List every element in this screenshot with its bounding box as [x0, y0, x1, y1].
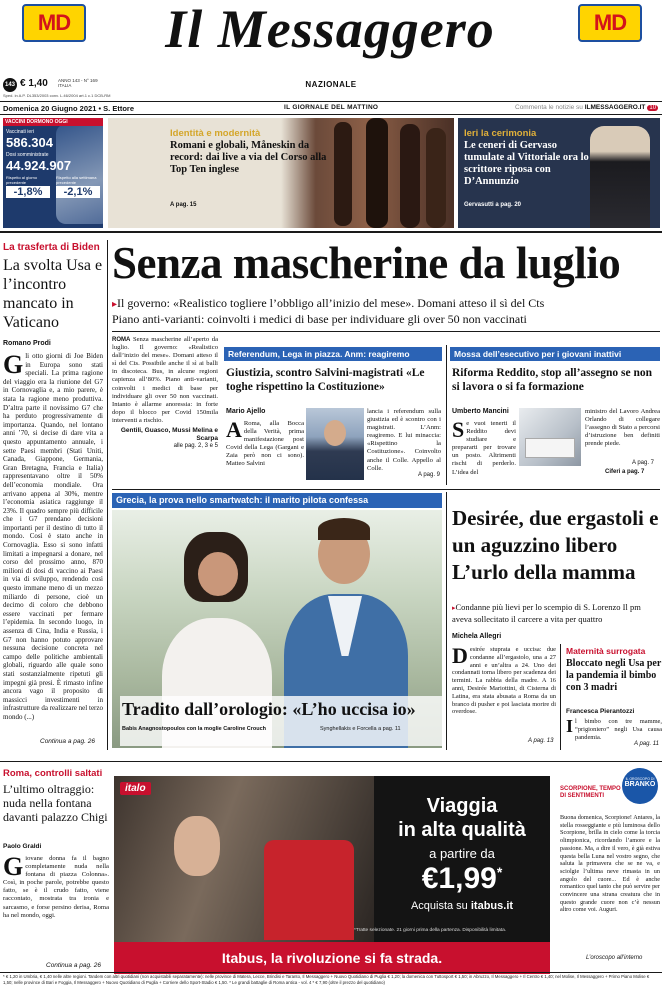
- md-logo-left: MD: [22, 4, 86, 42]
- desiree-ref: A pag. 13: [528, 738, 554, 744]
- salvini-photo: [306, 408, 364, 480]
- salvini-author: Mario Ajello: [226, 408, 266, 415]
- biden-headline[interactable]: La svolta Usa e l’incontro mancato in Vaticano: [3, 257, 103, 331]
- teaser-gervaso[interactable]: Ieri la cerimonia Le ceneri di Gervaso tumulate al Vittoriale ora lo scrittore riposa con D’Annunzio Gervasutti a pag. 20: [458, 118, 660, 228]
- chigi-kicker: Roma, controlli saltati: [3, 768, 103, 779]
- main-subhead-1: ▸Il governo: «Realistico togliere l’obbligo all’inizio del mese». Domani atteso il sì del Cts: [112, 296, 545, 310]
- comment-link[interactable]: Commenta le notizie su ILMESSAGGERO.IT 10: [515, 104, 657, 111]
- postal-info: Sped. in A.P. DL353/2003 conv. L.46/2004 art.1 c.1 DCB-RM: [3, 93, 111, 98]
- greece-headline[interactable]: Tradito dall’orologio: «L’ho uccisa io»: [122, 699, 416, 719]
- desiree-body: D esirée stuprata e uccisa: due condanne all’ergastolo, una a 27 anni e un’altra a 24. Uno dei condannati torna libero per scadenza dei termini. La rabbia della madre. A 16 anni, Desirée Mariottini, di Cisterna di Latina, era stata abusata a Roma da un branco di pusher e poi lasciata morire di overdose.: [452, 646, 556, 716]
- band-member-figure: [366, 118, 388, 228]
- salvini-body-1: A Roma, alla Bocca della Verità, prima manifestazione post Covid della Lega (Gargani e Zaia però non ci sono). Matteo Salvini: [226, 420, 304, 468]
- desiree-subhead: ▸Condanne più lievi per lo scempio di S. Lorenzo Il pm aveva sollecitato il carcere a vita per quattro: [452, 602, 641, 624]
- change-day: -1,8%: [6, 186, 50, 198]
- main-authors: Gentili, Guasco, Mussi Melina e Scarpa: [120, 427, 218, 443]
- reddito-body-1: S e vuoi tenerti il Reddito devi studiare e prepararti per trovare un posto. Altrimenti rischi di perderlo. L’idea del: [452, 420, 516, 476]
- change-week: -2,1%: [56, 186, 100, 198]
- ad-footer: Itabus, la rivoluzione si fa strada.: [114, 942, 550, 974]
- date-line: Domenica 20 Giugno 2021 • S. Ettore: [3, 104, 134, 113]
- main-article-column: ROMA Senza mascherine all’aperto da luglio. Il governo: «Realistico dall’inizio del mese». Domani atteso il sì del Cts. Possibile anche il sì ai balli in discoteca. Bus, in alcune regioni capienza all’80%. Piano anti-varianti, coinvolti i medici di base per individuare gli over 50 non vaccinati. Intanto è allarme anoressia: in forte dopo il blocco per Covid 150mila interventi a rischio. Gentili, Guasco, Mussi Melina e Scarpa alle pag. 2, 3 e 5: [112, 336, 218, 450]
- reddito-ref-2: Ciferi a pag. 7: [605, 469, 645, 475]
- greece-ref: Synghellakis e Forcella a pag. 11: [320, 726, 401, 732]
- chigi-continue: Continua a pag. 26: [46, 962, 101, 969]
- horoscope-ref: L’oroscopo all’interno: [586, 955, 643, 961]
- tagline: IL GIORNALE DEL MATTINO: [284, 104, 379, 111]
- teaser-maneskin-headline: Romani e globali, Måneskin da record: dai live a via del Corso alla Top Ten inglese: [170, 140, 327, 175]
- surrogata-ref: A pag. 11: [634, 741, 660, 747]
- biden-body: G li otto giorni di Joe Biden in Europa sono stati speciali. La prima ragione del viaggio era la riunione del G7 in Cornovaglia e, a mio parere, è stata la ragione meno produttiva. D’altra parte il novissimo G7 che ha perduto progressivamente di importanza. Quando, nel lontano anni ’70, si decise di dare vita a questo appuntamento annuale, i sette Paesi membri (Stati Uniti, Canada, Giappone, Germania, Gran Bretagna, Francia e Italia) rappresentavano oltre il 50% dell’economia mondiale. Ora arrivano appena al 30%, mentre l’economia asiatica raggiunge il 23%. Il quadro sempre più difficile che i G7 prendano decisioni importanti per il destino di tutto il mondo. Così è stato anche in Cornovaglia. Esso si sono infatti limitati a impegnarsi a donare, nel corso del prossimo anno, 870 milioni di dosi di vaccino ai Paesi in via di sviluppo, rendendo così questo immane meno di un mezzo miliardo di persone, cioè un decimo di coloro che debbono essere vaccinati per fermare l’epidemia. In secondo luogo, in assenza di Cina, India e Russia, i G7 non hanno potuto approvare nessuna decisione concreta nel campo delle politiche ambientali globali, riguardo alle quale sono stati sostanzialmente ripetuti gli impegni già presi. È rimasto infine ancora vago il proposito di massicci investimenti in infrastrutture da realizzare nel terzo mondo (...): [3, 352, 103, 721]
- surrogata-body: I l bimbo con tre mamme, “prigioniero” negli Usa causa pandemia.: [566, 718, 662, 741]
- band-member-figure: [400, 124, 420, 228]
- teaser-gervaso-headline: Le ceneri di Gervaso tumulate al Vittoriale ora lo scrittore riposa con D’Annunzio: [464, 140, 589, 187]
- main-ref: alle pag. 2, 3 e 5: [173, 443, 218, 450]
- surrogata-author: Francesca Pierantozzi: [566, 708, 635, 715]
- vaccine-box: VACCINI DORMONO OGGI Vaccinati ieri 586.304 Dosi somministrate 44.924.907 Rispetto al giorno precedente -1,8% Rispetto alla settimana precedente -2,1%: [3, 118, 103, 228]
- biden-author: Romano Prodi: [3, 340, 51, 347]
- ad-line4: Acquista su itabus.it: [410, 900, 514, 912]
- issue-circle-icon: 143: [3, 78, 17, 92]
- doses-value: 44.924.907: [6, 158, 72, 173]
- surrogata-kicker: Maternità surrogata: [566, 646, 646, 656]
- surrogata-headline[interactable]: Bloccato negli Usa per la pandemia il bimbo con 3 madri: [566, 658, 662, 693]
- salvini-body-2: lancia i referendum sulla giustizia ed è scontro con i magistrati. L’Anm: reagiremo. E lui minaccia: «Rispettino la Costituzione». Coinvolto anche il Colle. Appello al Colle.: [367, 408, 441, 472]
- ad-brand: italo: [120, 782, 151, 795]
- price: € 1,40: [20, 78, 48, 89]
- gervaso-photo: [590, 126, 650, 228]
- edition-label: NAZIONALE: [305, 80, 357, 89]
- greece-caption: Babis Anagnostopoulos con la moglie Caroline Crouch: [122, 726, 267, 732]
- greece-bar: Grecia, la prova nello smartwatch: il marito pilota confessa: [112, 493, 442, 508]
- vaccinated-value: 586.304: [6, 135, 53, 150]
- main-headline[interactable]: Senza mascherine da luglio: [112, 238, 621, 288]
- salvini-ref: A pag. 9: [418, 472, 441, 478]
- footer-prices: * € 1,20 in Umbria, € 1,40 nelle altre regioni. Tandem con altri quotidiani (non acquistabili separatamente): nelle province di Matera, Lecce, Brindisi e Taranto, Il Messaggero + Nuovo Quotidiano di Puglia € 1,20; la domenica con Tuttosport € 1,50; in Abruzzo, Il Messaggero + Il Centro € 1,40; nel Molise, Il Messaggero + Primo Piano Molise € 1,50; nelle province di Bari e Foggia, Il Messaggero + Nuovo Quotidiano di Puglia + Corriere dello Sport-Stadio € 1,50. * Le grandi battaglie di Roma antica - vol. 4 * € 7,90 (oltre il prezzo del quotidiano): [3, 974, 650, 985]
- vaccine-header: VACCINI DORMONO OGGI: [3, 118, 103, 126]
- main-subhead-2: Piano anti-varianti: coinvolti i medici di base per individuare gli over 50 non vaccinati: [112, 312, 527, 326]
- chigi-author: Paolo Graldi: [3, 843, 42, 850]
- biden-dropcap: G: [3, 352, 24, 379]
- ad-seat-figure: [264, 840, 354, 940]
- ad-footnote: *Tratte selezionate. 21 giorni prima della partenza. Disponibilità limitata.: [354, 928, 507, 933]
- biden-kicker: La trasferta di Biden: [3, 242, 100, 253]
- ad-line2: in alta qualità: [398, 819, 526, 841]
- salvini-headline[interactable]: Giustizia, scontro Salvini-magistrati «Le toghe rispettino la Costituzione»: [226, 367, 425, 393]
- desiree-headline[interactable]: Desirée, due ergastoli e un aguzzino libero L’urlo della mamma: [452, 506, 659, 584]
- biden-continue: Continua a pag. 26: [40, 738, 95, 745]
- reddito-body-2: ministro del Lavoro Andrea Orlando di collegare l’assegno di Stato a percorsi d’istruzione ben definiti prende piede.: [585, 408, 660, 448]
- reddito-headline[interactable]: Riforma Reddito, stop all’assegno se non si lavora o si fa formazione: [452, 367, 652, 393]
- horoscope-body: Buona domenica, Scorpione! Antares, la stella rosseggiante e più luminosa dello Scorpione, brilla in cielo come la torcia olimpionica, ricordando l’amore e la passione. Ma, a dire il vero, è già estiva questa bella Luna nel vostro segno, che saluta la primavera che se ne va, e sciolgie l’ultima neve rimasta in un angolo del cuore... Ed è anche romantico quel tanto che può servire per convincere una strana creatura che in questo grande cuore non c’è nessun altro come voi. Auguri.: [560, 814, 660, 914]
- desiree-author: Michela Allegri: [452, 633, 502, 640]
- branko-badge: IL OROSCOPO DI BRANKO: [622, 768, 658, 804]
- ad-price: €1,99*: [421, 862, 503, 895]
- md-logo-right: MD: [578, 4, 642, 42]
- horoscope-kicker: SCORPIONE, TEMPO DI SENTIMENTI: [560, 786, 621, 799]
- reddito-author: Umberto Mancini: [452, 408, 509, 415]
- chigi-headline[interactable]: L’ultimo oltraggio: nuda nella fontana davanti palazzo Chigi: [3, 782, 108, 824]
- salvini-bar: Referendum, Lega in piazza. Anm: reagiremo: [224, 347, 442, 361]
- teaser-maneskin[interactable]: Identità e modernità Romani e globali, Måneskin da record: dai live a via del Corso alla Top Ten inglese A pag. 15: [108, 118, 454, 228]
- ad-line3: a partire da: [429, 846, 495, 861]
- reddito-ref-1: A pag. 7: [632, 460, 655, 466]
- issue-info: ANNO 143 - N° 169 ITALIA: [58, 78, 98, 88]
- comment-badge: 10: [649, 105, 657, 111]
- reddito-photo: [519, 408, 581, 466]
- ad-line1: Viaggia: [426, 795, 498, 817]
- itabus-ad[interactable]: [114, 776, 550, 974]
- ad-person-figure: [174, 816, 220, 876]
- reddito-bar: Mossa dell’esecutivo per i giovani inattivi: [450, 347, 660, 361]
- masthead-title: Il Messaggero: [165, 0, 495, 59]
- chigi-body: G iovane donna fa il bagno completamente nuda nella fontana di piazza Colonna». Così, in poche parole, potrebbe questo fatto, se è il crudo fatto, viene raccontato, mostrata tra ironia e sarcasmo, e forse persino derisa, Roma ha nel mondo, oggi.: [3, 855, 109, 919]
- band-member-figure: [426, 128, 446, 228]
